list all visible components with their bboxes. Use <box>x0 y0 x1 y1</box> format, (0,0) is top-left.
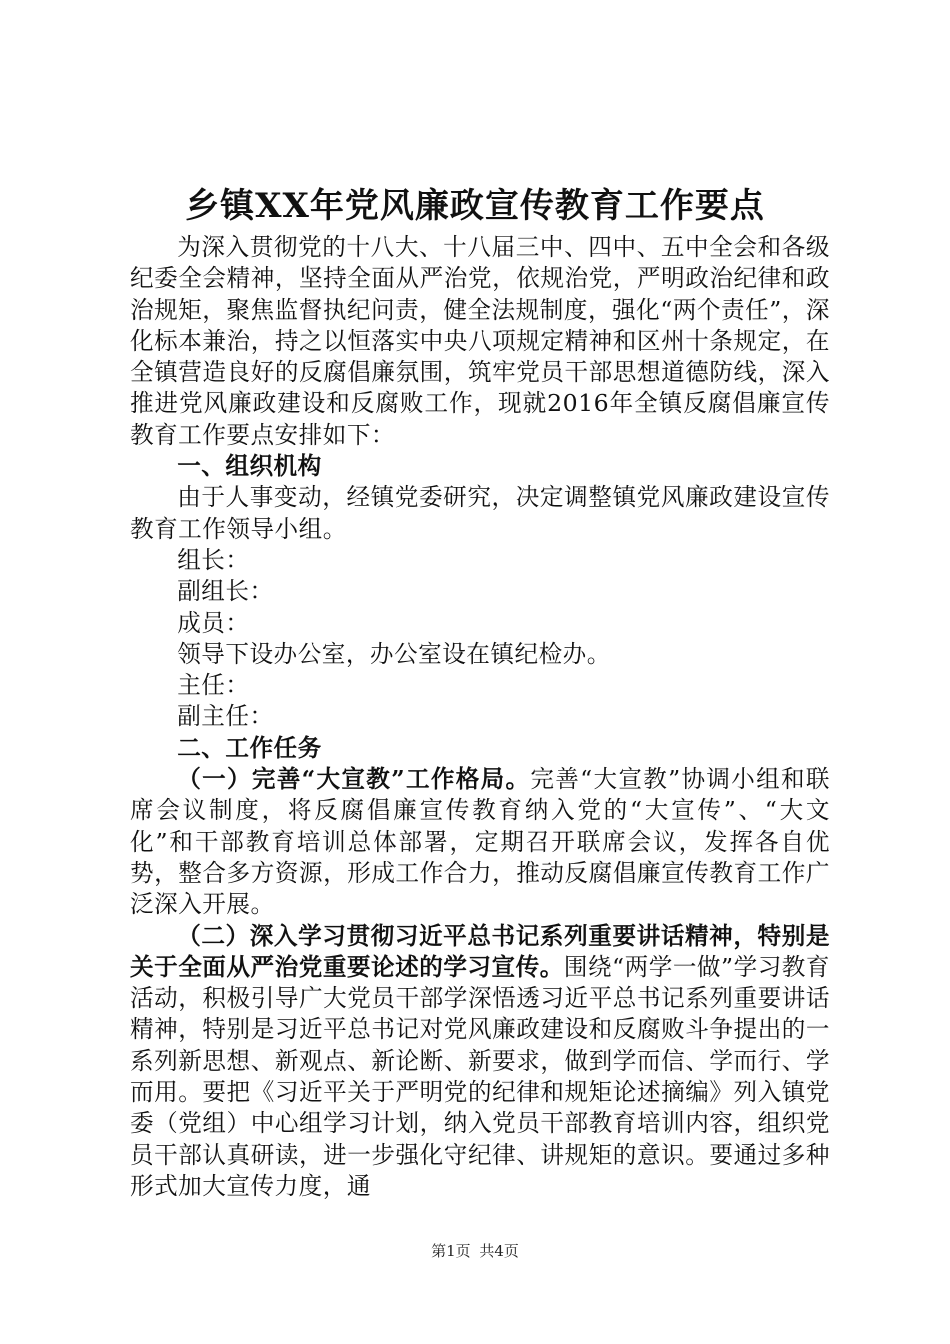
task-item-2 <box>130 921 830 1203</box>
page-footer <box>0 1240 950 1261</box>
office-line: 领导下设办公室，办公室设在镇纪检办。 <box>177 639 611 668</box>
section-heading-organization: 一、组织机构 <box>177 452 322 481</box>
leader-line: 组长： <box>177 545 250 574</box>
task-item-2-text: 围绕“两学一做”学习教育活动，积极引导广大党员干部学深悟透习近平总书记系列重要讲话精神，特别是习近平总书记对党风廉政建设和反腐败斗争提出的一系列新思想、新观点、新论断、新要求，做到学而信、学而行、学而用。要把《习近平关于严明党的纪律和规矩论述摘编》列入镇党委（党组）中心组学习计划，纳入党员干部教育培训内容，组织党员干部认真研读，进一步强化守纪律、讲规矩的意识。要通过多种形式加大宣传力度，通 <box>130 952 830 1200</box>
page-number: 第1页 <box>431 1242 471 1260</box>
task-item-2-title: （二）深入学习贯彻习近平总书记系列重要讲话精神，特别是关于全面从严治党重要论述的学习宣传。 <box>130 921 830 981</box>
deputy-director-line: 副主任： <box>177 702 274 731</box>
section-heading-tasks: 二、工作任务 <box>177 733 322 762</box>
director-line: 主任： <box>177 671 250 700</box>
page-total: 共4页 <box>479 1242 519 1260</box>
document-title: 乡镇XX年党风廉政宣传教育工作要点 <box>185 186 765 226</box>
task-item-1 <box>130 764 830 920</box>
members-line: 成员： <box>177 608 250 637</box>
organization-paragraph: 由于人事变动，经镇党委研究，决定调整镇党风廉政建设宣传教育工作领导小组。 <box>130 483 830 543</box>
intro-paragraph: 为深入贯彻党的十八大、十八届三中、四中、五中全会和各级纪委全会精神，坚持全面从严治党，依规治党，严明政治纪律和政治规矩，聚焦监督执纪问责，健全法规制度，强化“两个责任”，深化标本兼治，持之以恒落实中央八项规定精神和区州十条规定，在全镇营造良好的反腐倡廉氛围，筑牢党员干部思想道德防线，深入推进党风廉政建设和反腐败工作，现就2016年全镇反腐倡廉宣传教育工作要点安排如下： <box>130 233 830 449</box>
document-body <box>130 232 830 1202</box>
deputy-leader-line: 副组长： <box>177 577 274 606</box>
task-item-1-title: （一）完善“大宣教”工作格局。 <box>177 765 531 794</box>
task-item-1-text: 完善“大宣教”协调小组和联席会议制度，将反腐倡廉宣传教育纳入党的“大宣传”、“大文化”和干部教育培训总体部署，定期召开联席会议，发挥各自优势，整合多方资源，形成工作合力，推动反腐倡廉宣传教育工作广泛深入开展。 <box>130 765 830 919</box>
